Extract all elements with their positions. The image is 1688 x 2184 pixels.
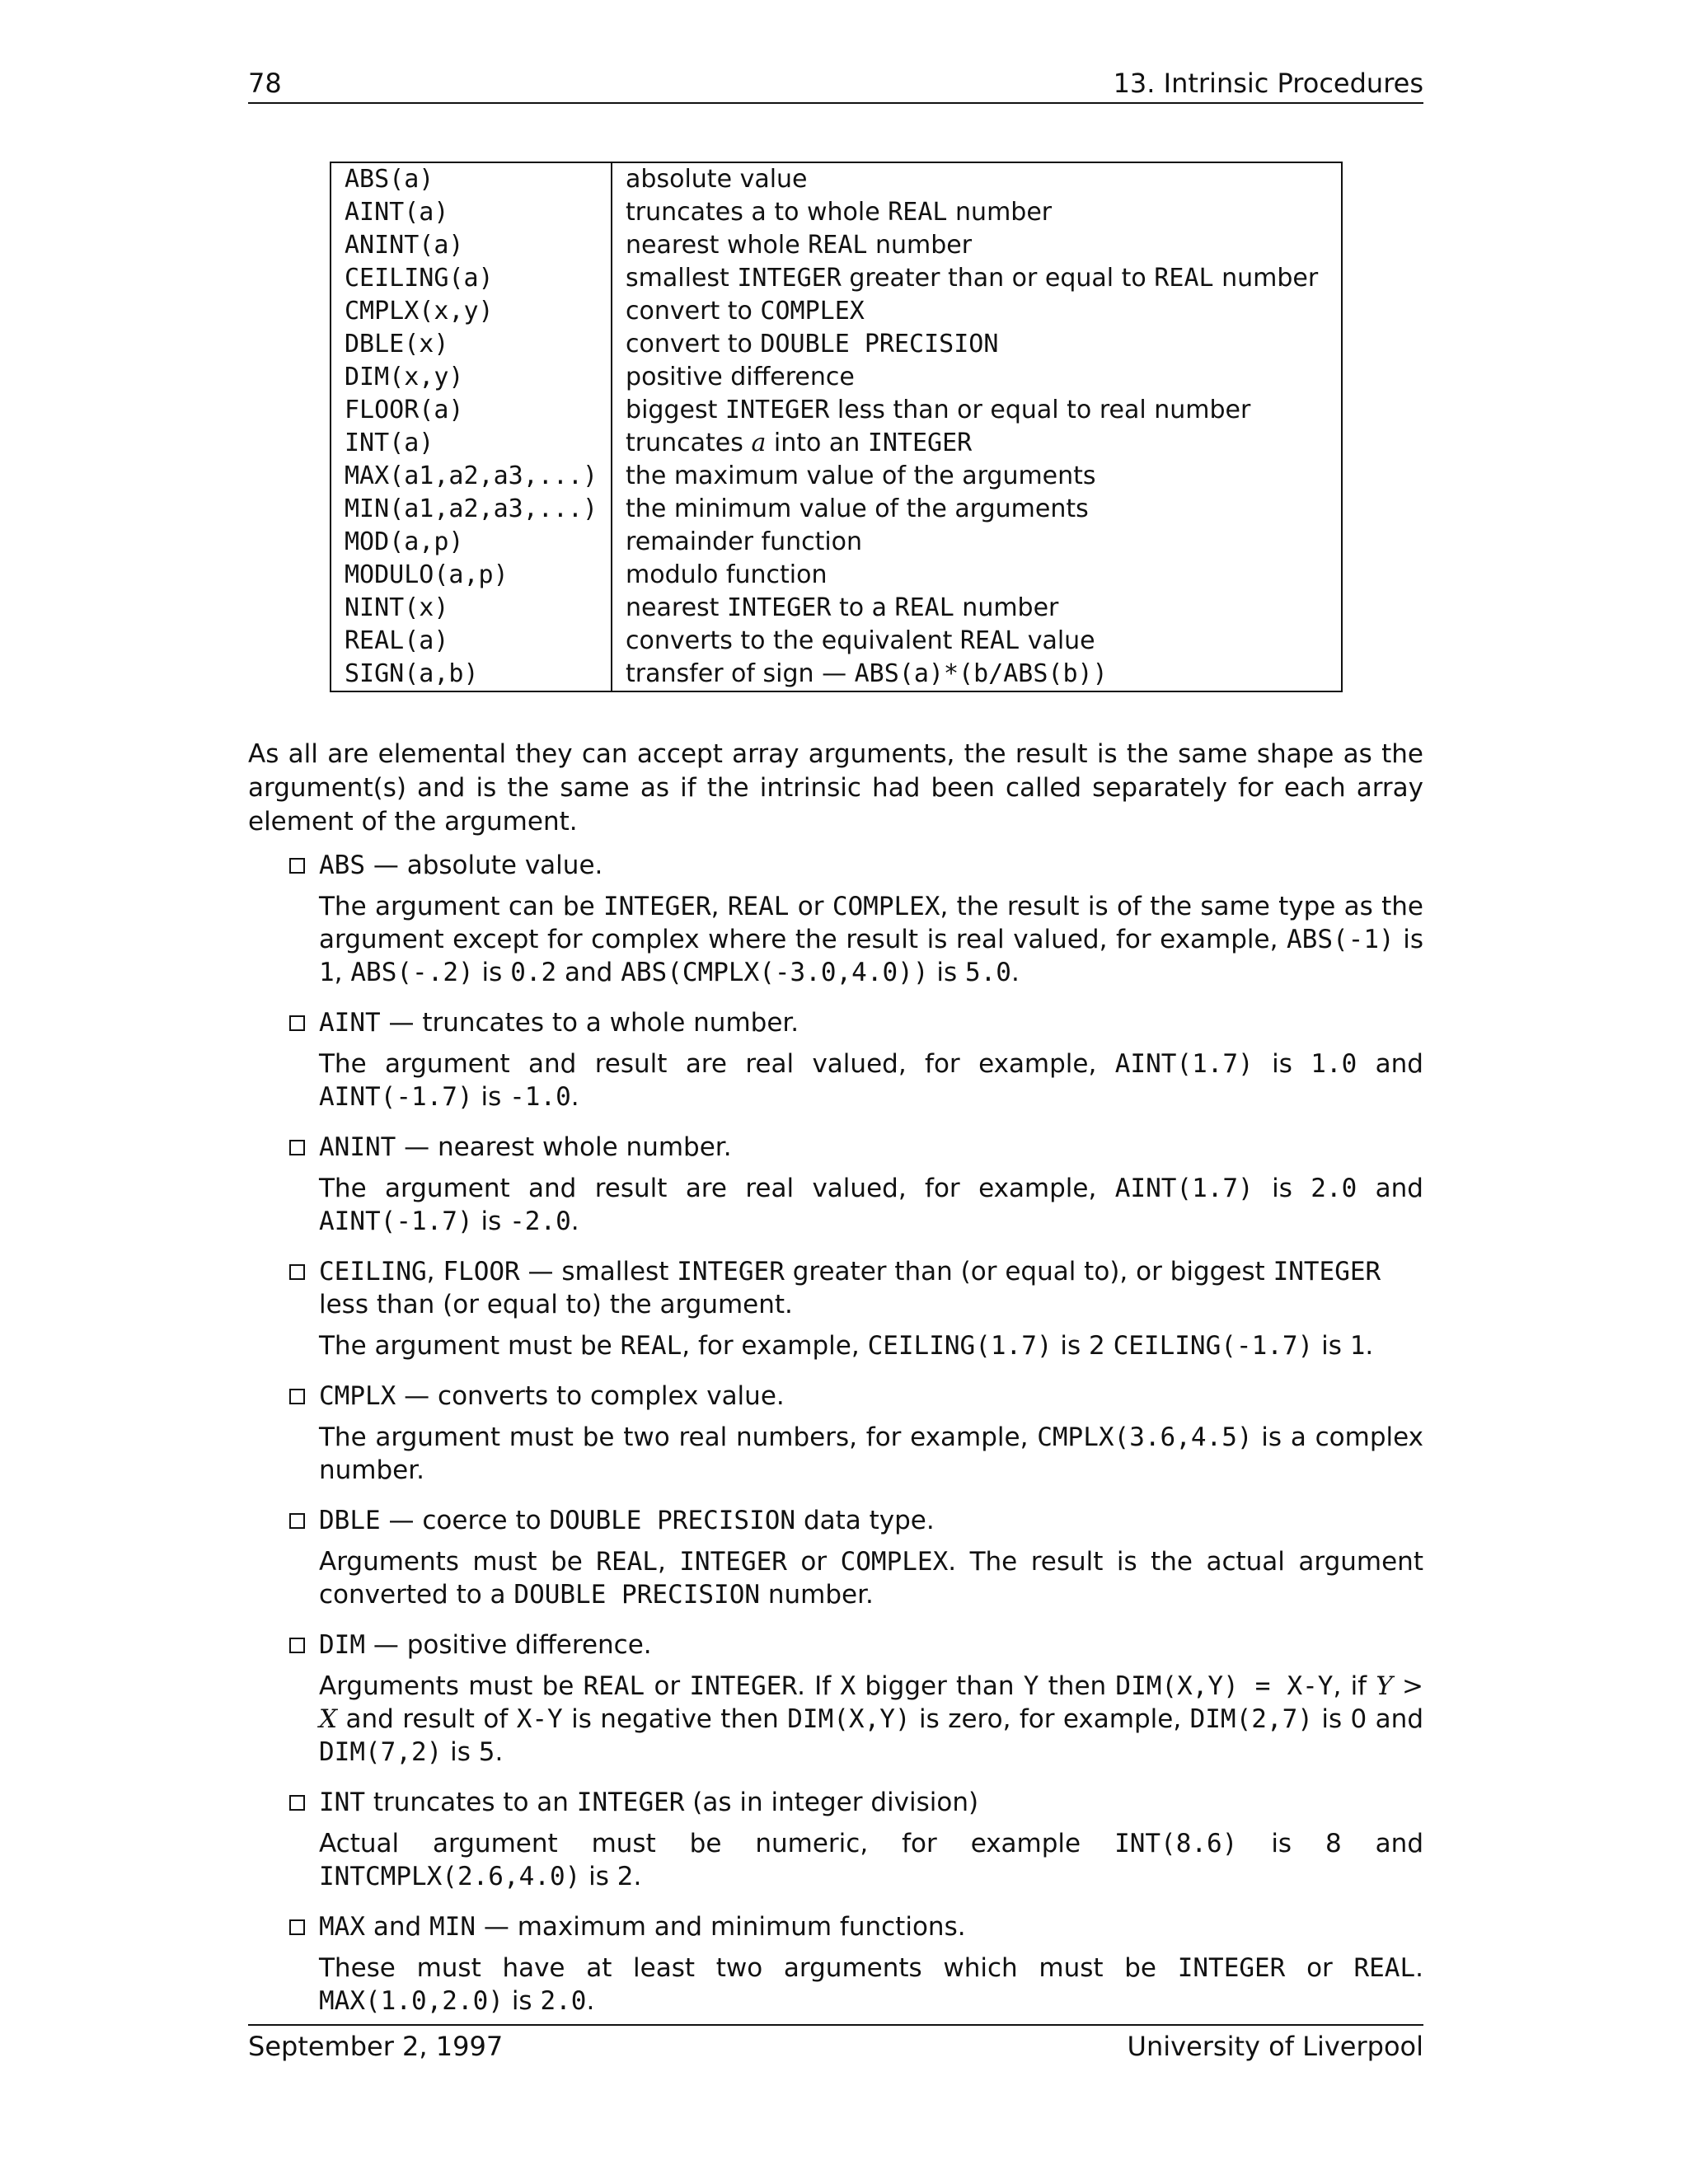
table-row — [331, 427, 1342, 460]
table-row — [331, 162, 1342, 196]
text-run: is — [472, 1207, 510, 1236]
code-text: REAL — [620, 1331, 682, 1361]
item-description — [248, 1047, 1423, 1113]
text-run: absolute value — [626, 165, 808, 194]
text-run: . — [586, 1986, 595, 2016]
function-description — [612, 559, 1342, 592]
code-text: AINT(1.7) — [1114, 1174, 1254, 1203]
table-row — [331, 592, 1342, 625]
code-text: DBLE — [319, 1506, 381, 1535]
table-row — [331, 526, 1342, 559]
list-item — [248, 1786, 1423, 1893]
item-description — [248, 890, 1423, 989]
text-run: less than or equal to real number — [829, 396, 1251, 424]
text-run: or — [1285, 1953, 1354, 1983]
text-run: is 2 — [1052, 1331, 1114, 1361]
code-text: REAL — [1154, 264, 1214, 293]
code-text: DIM(2,7) — [1189, 1704, 1313, 1734]
text-run: is 0 and — [1312, 1704, 1424, 1734]
item-description — [248, 1329, 1423, 1362]
text-run: — smallest — [519, 1257, 678, 1286]
list-item — [248, 1504, 1423, 1611]
code-text: AINT(-1.7) — [319, 1207, 473, 1236]
code-text: DOUBLE PRECISION — [513, 1580, 761, 1610]
code-text: COMPLEX — [832, 892, 940, 921]
text-run: is — [503, 1986, 541, 2016]
item-heading — [248, 1786, 1423, 1819]
code-text: INTEGER — [726, 593, 832, 622]
function-description — [612, 328, 1342, 361]
text-run: nearest whole — [626, 231, 809, 260]
function-signature: DIM(x,y) — [331, 361, 612, 394]
text-run: — absolute value. — [365, 851, 603, 880]
code-text: ABS(-.2) — [350, 958, 474, 987]
code-text: CEILING — [319, 1257, 427, 1286]
text-run: , for example, — [682, 1331, 868, 1361]
function-signature: CEILING(a) — [331, 262, 612, 295]
text-run: is negative then — [562, 1704, 788, 1734]
text-run: convert to — [626, 330, 761, 359]
text-run: — nearest whole number. — [396, 1132, 732, 1162]
code-text: DOUBLE PRECISION — [760, 330, 999, 359]
table-row — [331, 625, 1342, 658]
text-run: , the result is of the same type as the argument except for complex where the result is real valued, for example, — [319, 892, 1424, 954]
text-run: The argument and result are real valued, for example, — [319, 1049, 1115, 1079]
text-run: Arguments must be — [319, 1671, 584, 1701]
code-text: INT(8.6) — [1114, 1829, 1238, 1858]
code-text: INTEGER — [867, 429, 973, 457]
text-run: or — [645, 1671, 690, 1701]
checkbox-bullet-icon — [289, 1140, 305, 1155]
function-signature: MODULO(a,p) — [331, 559, 612, 592]
checkbox-bullet-icon — [289, 1638, 305, 1653]
table-row — [331, 493, 1342, 526]
code-text: CEILING(-1.7) — [1113, 1331, 1314, 1361]
text-run: is — [1253, 1049, 1311, 1079]
text-run: number. — [760, 1580, 874, 1610]
code-text: 1 — [319, 958, 335, 987]
footer-date: September 2, 1997 — [248, 2031, 504, 2062]
list-item — [248, 1131, 1423, 1238]
text-run: and — [556, 958, 621, 987]
text-run: and — [1357, 1174, 1423, 1203]
page-footer — [248, 2024, 1423, 2067]
text-run: is 8 and — [1237, 1829, 1423, 1858]
function-signature: REAL(a) — [331, 625, 612, 658]
code-text: INTEGER — [737, 264, 842, 293]
function-list — [248, 849, 1423, 2035]
code-text: REAL — [808, 231, 868, 260]
text-run: is a complex number. — [319, 1422, 1423, 1485]
item-heading — [248, 1006, 1423, 1039]
page-header — [248, 66, 1423, 104]
code-text: COMPLEX — [760, 297, 865, 326]
function-description — [612, 427, 1342, 460]
item-description — [248, 1827, 1423, 1893]
table-row — [331, 361, 1342, 394]
text-run: the minimum value of the arguments — [626, 494, 1089, 523]
code-text: FLOOR — [443, 1257, 520, 1286]
text-run: — maximum and minimum functions. — [476, 1912, 966, 1942]
list-item — [248, 1255, 1423, 1362]
text-run: the maximum value of the arguments — [626, 462, 1096, 490]
function-signature: INT(a) — [331, 427, 612, 460]
table-row — [331, 394, 1342, 427]
text-run: number — [867, 231, 973, 260]
text-run: . — [570, 1207, 579, 1236]
text-run: , if — [1333, 1671, 1376, 1701]
text-run: The argument must be — [319, 1331, 621, 1361]
text-run: and result of — [337, 1704, 517, 1734]
function-description — [612, 625, 1342, 658]
text-run: . — [570, 1082, 579, 1112]
code-text: 1 — [1349, 1331, 1366, 1361]
text-run: . If — [797, 1671, 841, 1701]
text-run: (as in integer division) — [684, 1788, 979, 1817]
list-item — [248, 1006, 1423, 1113]
text-run: is — [1313, 1331, 1350, 1361]
code-text: ANINT — [319, 1132, 396, 1162]
function-description — [612, 196, 1342, 229]
table-row — [331, 196, 1342, 229]
text-run: greater than or equal to — [841, 264, 1155, 293]
list-item — [248, 1629, 1423, 1769]
code-text: REAL — [596, 1547, 658, 1577]
function-description — [612, 229, 1342, 262]
text-run: truncates — [626, 429, 752, 457]
item-heading — [248, 1504, 1423, 1537]
function-description — [612, 526, 1342, 559]
text-run: . — [1415, 1953, 1423, 1983]
item-heading — [248, 849, 1423, 882]
checkbox-bullet-icon — [289, 1513, 305, 1529]
function-signature: SIGN(a,b) — [331, 658, 612, 691]
list-item — [248, 849, 1423, 989]
item-heading — [248, 1255, 1423, 1321]
code-text: X — [840, 1671, 856, 1701]
item-description — [248, 1421, 1423, 1487]
text-run: , — [426, 1257, 443, 1286]
function-signature: MOD(a,p) — [331, 526, 612, 559]
function-description — [612, 162, 1342, 196]
text-run: . — [1365, 1331, 1374, 1361]
text-run: is — [928, 958, 965, 987]
table-row — [331, 328, 1342, 361]
text-run: truncates to an — [365, 1788, 577, 1817]
code-text: X-Y — [516, 1704, 563, 1734]
text-run: The argument and result are real valued, for example, — [319, 1174, 1115, 1203]
table-row — [331, 460, 1342, 493]
text-run: is — [1253, 1174, 1311, 1203]
code-text: AINT(-1.7) — [319, 1082, 473, 1112]
code-text: CMPLX(3.6,4.5) — [1037, 1422, 1253, 1452]
item-description — [248, 1952, 1423, 2018]
text-run: — truncates to a whole number. — [380, 1008, 799, 1038]
checkbox-bullet-icon — [289, 1015, 305, 1031]
code-text: MIN — [429, 1912, 476, 1942]
checkbox-bullet-icon — [289, 1389, 305, 1404]
code-text: COMPLEX — [840, 1547, 949, 1577]
text-run: . — [1010, 958, 1020, 987]
checkbox-bullet-icon — [289, 1919, 305, 1935]
section-title: 13. Intrinsic Procedures — [1113, 68, 1423, 99]
code-text: REAL — [727, 892, 790, 921]
code-text: DIM — [319, 1630, 365, 1660]
code-text: REAL — [583, 1671, 645, 1701]
text-run: or — [786, 1547, 841, 1577]
function-signature: FLOOR(a) — [331, 394, 612, 427]
code-text: MAX(1.0,2.0) — [319, 1986, 504, 2016]
text-run: These must have at least two arguments which must be — [319, 1953, 1178, 1983]
text-run: positive difference — [626, 363, 855, 391]
text-run: is zero, for example, — [910, 1704, 1190, 1734]
function-description — [612, 658, 1342, 691]
code-text: INTEGER — [1177, 1953, 1286, 1983]
code-text: REAL — [888, 198, 948, 227]
text-run: truncates a to whole — [626, 198, 889, 227]
text-run: , — [710, 892, 728, 921]
checkbox-bullet-icon — [289, 1264, 305, 1280]
code-text: AINT(1.7) — [1114, 1049, 1254, 1079]
footer-institution: University of Liverpool — [1127, 2031, 1423, 2062]
math-text: a — [751, 429, 767, 457]
item-description — [248, 1172, 1423, 1238]
function-signature: MIN(a1,a2,a3,...) — [331, 493, 612, 526]
text-run: is — [1394, 925, 1423, 954]
function-signature: NINT(x) — [331, 592, 612, 625]
code-text: ABS(-1) — [1287, 925, 1395, 954]
function-signature: ABS(a) — [331, 162, 612, 196]
text-run: — converts to complex value. — [396, 1381, 785, 1411]
text-run: or — [789, 892, 832, 921]
code-text: INTEGER — [677, 1257, 785, 1286]
intro-paragraph: As all are elemental they can accept array arguments, the result is the same shape as the argument(s) and is the same as if the intrinsic had been called separately for each array element of the argument. — [248, 739, 1423, 837]
code-text: 1.0 — [1311, 1049, 1357, 1079]
text-run: nearest — [626, 593, 727, 622]
table-row — [331, 658, 1342, 691]
item-heading — [248, 1131, 1423, 1164]
text-run: number — [947, 198, 1053, 227]
text-run: — positive difference. — [365, 1630, 652, 1660]
code-text: INTCMPLX(2.6,4.0) — [319, 1862, 581, 1891]
text-run: , — [657, 1547, 680, 1577]
checkbox-bullet-icon — [289, 1795, 305, 1811]
code-text: INTEGER — [1273, 1257, 1381, 1286]
text-run: and — [1357, 1049, 1423, 1079]
text-run: then — [1039, 1671, 1116, 1701]
code-text: REAL — [959, 626, 1020, 655]
text-run: Arguments must be — [319, 1547, 597, 1577]
text-run: value — [1020, 626, 1095, 655]
text-run: smallest — [626, 264, 738, 293]
text-run: into an — [766, 429, 868, 457]
code-text: DIM(7,2) — [319, 1737, 443, 1767]
function-description — [612, 262, 1342, 295]
function-description — [612, 493, 1342, 526]
item-heading — [248, 1380, 1423, 1413]
code-text: -1.0 — [509, 1082, 571, 1112]
code-text: 5.0 — [964, 958, 1011, 987]
page-number: 78 — [248, 68, 282, 99]
code-text: ABS(CMPLX(-3.0,4.0)) — [621, 958, 929, 987]
function-description — [612, 394, 1342, 427]
code-text: INTEGER — [689, 1671, 798, 1701]
code-text: INTEGER — [724, 396, 830, 424]
function-signature: CMPLX(x,y) — [331, 295, 612, 328]
function-description — [612, 361, 1342, 394]
table-row — [331, 262, 1342, 295]
table-row — [331, 295, 1342, 328]
text-run: remainder function — [626, 527, 863, 556]
code-text: DOUBLE PRECISION — [549, 1506, 796, 1535]
code-text: ABS — [319, 851, 365, 880]
text-run: is — [473, 958, 511, 987]
code-text: INTEGER — [576, 1788, 685, 1817]
text-run: , — [334, 958, 351, 987]
item-heading — [248, 1629, 1423, 1661]
function-signature: AINT(a) — [331, 196, 612, 229]
text-run: converts to the equivalent — [626, 626, 960, 655]
math-text: Y > X — [319, 1671, 1424, 1734]
intrinsic-function-table — [330, 162, 1343, 692]
code-text: 0.2 — [510, 958, 557, 987]
code-text: ABS(a)*(b/ABS(b)) — [854, 659, 1108, 688]
item-description — [248, 1545, 1423, 1611]
code-text: INT — [319, 1788, 365, 1817]
function-signature: ANINT(a) — [331, 229, 612, 262]
code-text: INTEGER — [679, 1547, 787, 1577]
text-run: is 5. — [442, 1737, 504, 1767]
code-text: Y — [1023, 1671, 1039, 1701]
text-run: bigger than — [856, 1671, 1024, 1701]
code-text: DIM(X,Y) = X-Y — [1115, 1671, 1334, 1701]
code-text: INTEGER — [603, 892, 711, 921]
function-description — [612, 460, 1342, 493]
code-text: MAX — [319, 1912, 365, 1942]
function-description — [612, 592, 1342, 625]
text-run: convert to — [626, 297, 761, 326]
code-text: AINT — [319, 1008, 381, 1038]
code-text: REAL — [894, 593, 954, 622]
item-heading — [248, 1910, 1423, 1943]
code-text: 2.0 — [540, 1986, 587, 2016]
text-run: transfer of sign — — [626, 659, 855, 688]
text-run: data type. — [795, 1506, 935, 1535]
text-run: . The result is the actual argument converted to a — [319, 1547, 1423, 1610]
table-row — [331, 559, 1342, 592]
code-text: DIM(X,Y) — [787, 1704, 911, 1734]
checkbox-bullet-icon — [289, 858, 305, 874]
text-run: biggest — [626, 396, 725, 424]
item-description — [248, 1670, 1423, 1769]
table-row — [331, 229, 1342, 262]
function-description — [612, 295, 1342, 328]
function-signature: MAX(a1,a2,a3,...) — [331, 460, 612, 493]
text-run: greater than (or equal to), or biggest — [784, 1257, 1273, 1286]
text-run: The argument must be two real numbers, for example, — [319, 1422, 1038, 1452]
text-run: is — [472, 1082, 510, 1112]
text-run: number — [954, 593, 1059, 622]
code-text: REAL — [1353, 1953, 1416, 1983]
code-text: CEILING(1.7) — [867, 1331, 1053, 1361]
text-run: The argument can be — [319, 892, 603, 921]
list-item — [248, 1910, 1423, 2018]
list-item — [248, 1380, 1423, 1487]
text-run: to a — [831, 593, 895, 622]
text-run: — coerce to — [380, 1506, 550, 1535]
text-run: and — [365, 1912, 430, 1942]
text-run: less than (or equal to) the argument. — [319, 1290, 793, 1319]
text-run: number — [1213, 264, 1319, 293]
text-run: is 2. — [580, 1862, 642, 1891]
text-run: Actual argument must be numeric, for example — [319, 1829, 1115, 1858]
code-text: CMPLX — [319, 1381, 396, 1411]
code-text: 2.0 — [1311, 1174, 1357, 1203]
code-text: -2.0 — [509, 1207, 571, 1236]
text-run: modulo function — [626, 560, 828, 589]
function-signature: DBLE(x) — [331, 328, 612, 361]
